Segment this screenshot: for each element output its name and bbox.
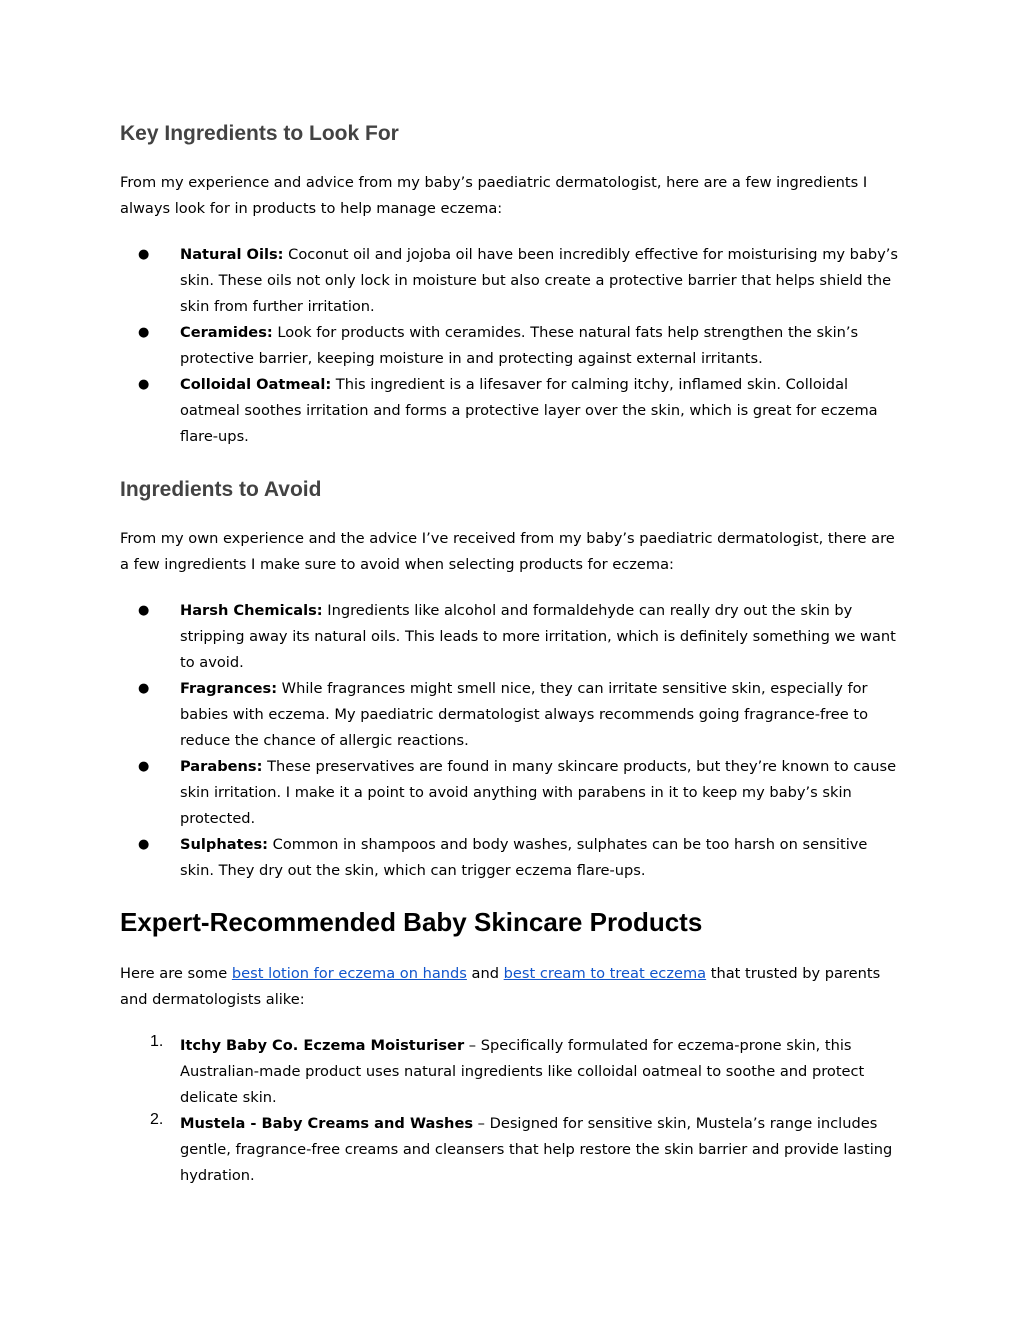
heading-expert-products: Expert-Recommended Baby Skincare Products [120, 907, 703, 937]
intro-suffix: that trusted by parents and dermatologists alike: [120, 965, 881, 1008]
item-text: Look for products with ceramides. These natural fats help strengthen the skin’s protective barrier, keeping moisture in and protecting against external irritants. [180, 324, 859, 367]
list-item [120, 676, 905, 754]
heading-key-ingredients: Key Ingredients to Look For [120, 122, 399, 145]
link-best-lotion-eczema-hands[interactable]: best lotion for eczema on hands [231, 965, 467, 982]
list-item [120, 754, 905, 832]
item-term: Sulphates: [180, 836, 268, 853]
item-text: While fragrances might smell nice, they can irritate sensitive skin, especially for babies with eczema. My paediatric dermatologist always recommends going fragrance-free to reduce the chance of allergic reactions. [180, 680, 869, 749]
item-text: Common in shampoos and body washes, sulphates can be too harsh on sensitive skin. They dry out the skin, which can trigger eczema flare-ups. [180, 836, 868, 879]
item-term: Harsh Chemicals: [180, 602, 323, 619]
bullet-icon: ● [138, 377, 150, 392]
bullet-icon: ● [138, 759, 150, 774]
expert-products-intro [120, 961, 905, 1013]
list-item [120, 320, 905, 372]
link-best-cream-eczema[interactable]: best cream to treat eczema [503, 965, 707, 982]
list-item [120, 242, 905, 320]
list-item [120, 1033, 905, 1111]
item-number: 1. [150, 1033, 164, 1050]
list-item [120, 1111, 905, 1189]
item-text: – Designed for sensitive skin, Mustela’s range includes gentle, fragrance-free creams and cleansers that help restore the skin barrier and provide lasting hydration. [180, 1115, 893, 1184]
bullet-icon: ● [138, 247, 150, 262]
item-number: 2. [150, 1111, 164, 1128]
intro-mid: and [466, 965, 504, 982]
bullet-icon: ● [138, 681, 150, 696]
item-term: Ceramides: [180, 324, 273, 341]
item-term: Parabens: [180, 758, 263, 775]
item-text: Ingredients like alcohol and formaldehyde can really dry out the skin by stripping away its natural oils. This leads to more irritation, which is definitely something we want to avoid. [180, 602, 896, 671]
list-item [120, 372, 905, 450]
item-text: These preservatives are found in many skincare products, but they’re known to cause skin irritation. I make it a point to avoid anything with parabens in it to keep my baby’s skin protected. [180, 758, 897, 827]
item-text: Coconut oil and jojoba oil have been incredibly effective for moisturising my baby’s skin. These oils not only lock in moisture but also create a protective barrier that helps shield the skin from further irritation. [180, 246, 899, 315]
expert-products-list [120, 1033, 905, 1189]
avoid-list [120, 598, 905, 884]
item-term: Mustela - Baby Creams and Washes [180, 1115, 474, 1132]
item-term: Colloidal Oatmeal: [180, 376, 332, 393]
item-text: This ingredient is a lifesaver for calming itchy, inflamed skin. Colloidal oatmeal soothes irritation and forms a protective layer over the skin, which is great for eczema flare-ups. [180, 376, 878, 445]
avoid-intro: From my own experience and the advice I’ve received from my baby’s paediatric dermatologist, there are a few ingredients I make sure to avoid when selecting products for eczema: [120, 530, 895, 573]
key-ingredients-list [120, 242, 905, 450]
bullet-icon: ● [138, 325, 150, 340]
bullet-icon: ● [138, 837, 150, 852]
item-term: Fragrances: [180, 680, 278, 697]
item-text: – Specifically formulated for eczema-prone skin, this Australian-made product uses natural ingredients like colloidal oatmeal to soothe and protect delicate skin. [180, 1037, 865, 1106]
intro-prefix: Here are some [120, 965, 232, 982]
list-item [120, 598, 905, 676]
list-item [120, 832, 905, 884]
key-ingredients-intro: From my experience and advice from my baby’s paediatric dermatologist, here are a few ingredients I always look for in products to help manage eczema: [120, 174, 868, 217]
item-term: Natural Oils: [180, 246, 284, 263]
item-term: Itchy Baby Co. Eczema Moisturiser [180, 1037, 465, 1054]
bullet-icon: ● [138, 603, 150, 618]
heading-ingredients-to-avoid: Ingredients to Avoid [120, 478, 322, 501]
